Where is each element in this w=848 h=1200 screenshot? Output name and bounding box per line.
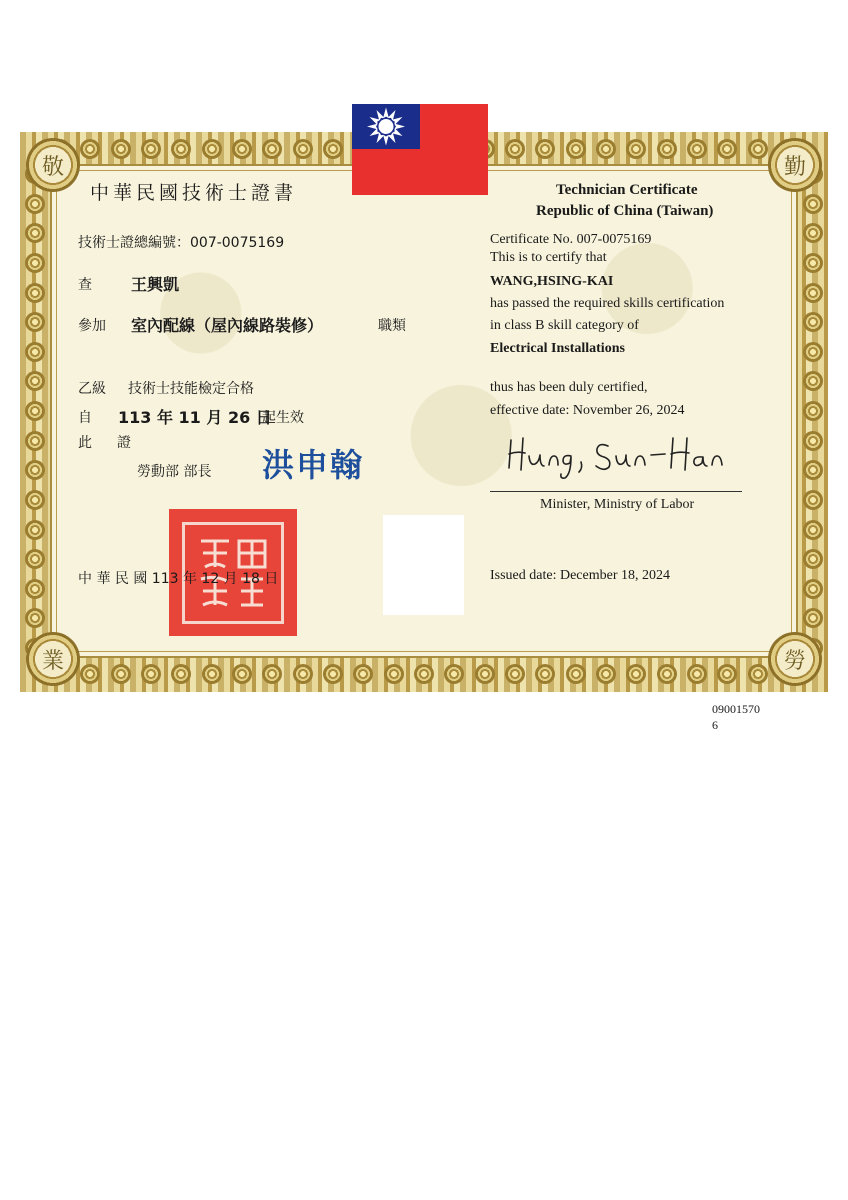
zh-cert-label: 證 [117, 435, 131, 451]
en-certified-text: thus has been duly certified, [490, 380, 648, 395]
zh-title: 中華民國技術士證書 [90, 182, 298, 204]
zh-category-suffix: 職類 [378, 318, 406, 334]
en-passed-text: has passed the required skills certification [490, 296, 725, 311]
zh-minister-signature: 洪申翰 [262, 446, 365, 484]
flag-canton [352, 104, 420, 149]
signature-line [490, 491, 742, 492]
en-class-text: in class B skill category of [490, 318, 639, 333]
zh-effective-suffix: 起生效 [262, 410, 304, 426]
zh-this-label: 此 [78, 435, 92, 451]
en-title-line1: Technician Certificate [556, 182, 698, 198]
en-cert-number: Certificate No. 007-0075169 [490, 232, 652, 247]
white-sun-icon [352, 104, 420, 149]
reference-number-line2: 6 [712, 718, 718, 732]
en-holder-name: WANG,HSING-KAI [490, 274, 614, 289]
zh-skill-category: 室內配線（屋內線路裝修） [131, 316, 324, 335]
zh-participate-label: 參加 [78, 318, 106, 334]
zh-cert-number: 技術士證總編號：007-0075169 [78, 235, 285, 251]
corner-medallion-bottom-right: 勞 [768, 632, 822, 686]
reference-number-line1: 09001570 [712, 702, 760, 716]
zh-minister-title: 勞動部 部長 [137, 464, 212, 480]
zh-from-label: 自 [78, 410, 92, 426]
border-rosettes-bottom [50, 661, 798, 687]
border-rosettes-right [800, 164, 826, 658]
national-flag [352, 104, 488, 195]
zh-grade: 乙級 [78, 381, 106, 397]
zh-cha-label: 查 [78, 277, 92, 293]
en-minister-title: Minister, Ministry of Labor [540, 497, 695, 512]
en-title-line2: Republic of China (Taiwan) [536, 203, 714, 219]
minister-signature-image [505, 428, 735, 480]
en-certify-text: This is to certify that [490, 250, 607, 265]
corner-medallion-bottom-left: 業 [26, 632, 80, 686]
en-skill-category: Electrical Installations [490, 341, 625, 356]
zh-passed-text: 技術士技能檢定合格 [128, 381, 254, 397]
corner-medallion-top-right: 勤 [768, 138, 822, 192]
zh-issue-date: 中 華 民 國 113 年 12 月 18 日 [78, 571, 279, 587]
corner-medallion-top-left: 敬 [26, 138, 80, 192]
border-rosettes-left [22, 164, 48, 658]
zh-effective-date: 113 年 11 月 26 日 [118, 408, 272, 427]
en-issue-date: Issued date: December 18, 2024 [490, 568, 670, 583]
zh-holder-name: 王興凱 [131, 275, 180, 294]
redacted-area [383, 515, 464, 615]
en-effective-date: effective date: November 26, 2024 [490, 403, 685, 418]
